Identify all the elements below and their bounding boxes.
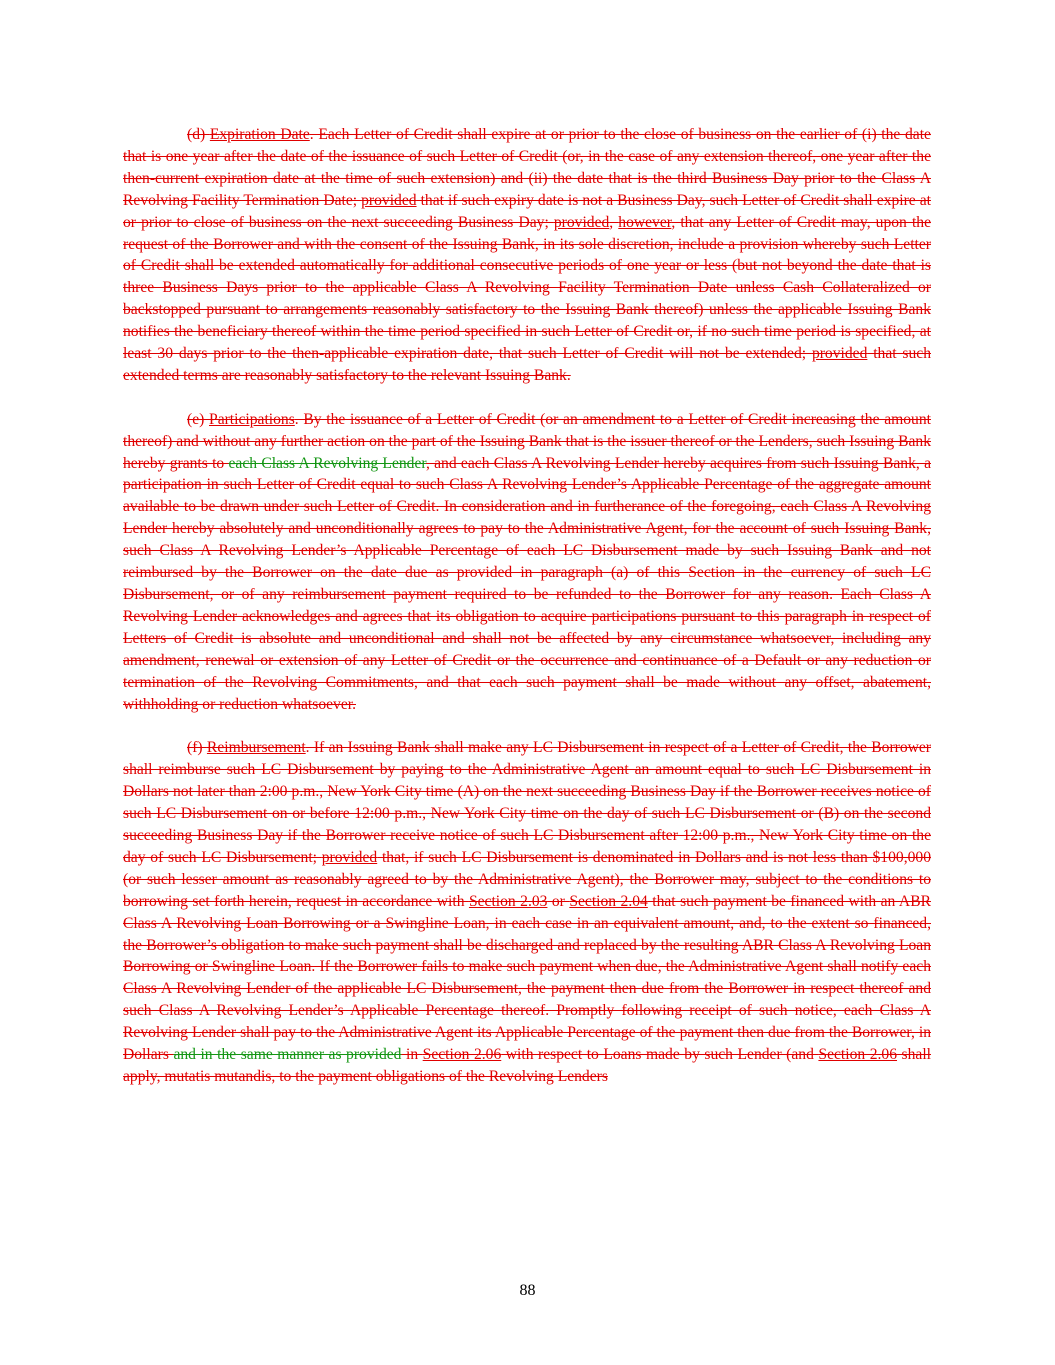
deleted-text: . By the issuance of a Letter of Credit (or an amendment to a Letter of Credit increasing the amount thereof) and without any further action on the part of the Issuing Bank that is the issuer thereof or the Lenders, such Issuing Bank hereby grants to [123, 410, 931, 472]
underlined-deleted-text: Reimbursement [206, 739, 306, 757]
paragraph-d [123, 124, 931, 387]
deleted-text: that if such expiry date is not a Business Day, such Letter of Credit shall expire at or prior to close of business on the next succeeding Business Day; [123, 191, 931, 231]
underlined-deleted-text: provided [321, 848, 378, 866]
underlined-deleted-text: Section 2.06 [818, 1046, 898, 1064]
underlined-deleted-text: Section 2.06 [422, 1046, 502, 1064]
underlined-deleted-text: Section 2.04 [569, 892, 648, 910]
deleted-text: . If an Issuing Bank shall make any LC Disbursement in respect of a Letter of Credit, the Borrower shall reimburse such LC Disbursement by paying to the Administrative Agent an amount equal to such LC Disbursement in Dollars not later than 2:00 p.m., New York City time (A) on the next succeeding Business Day if the Borrower receives notice of such LC Disbursement on or before 12:00 p.m., New York City time on the day of such LC Disbursement or (B) on the second succeeding Business Day if the Borrower receive notice of such LC Disbursement after 12:00 p.m., New York City time on the day of such LC Disbursement; [123, 739, 932, 866]
underlined-deleted-text: however [618, 213, 672, 231]
inserted-text: and in the same manner as provided [173, 1046, 402, 1064]
deleted-text: shall apply, mutatis mutandis, to the payment obligations of the Revolving Lenders [123, 1046, 931, 1085]
deleted-text: , and each Class A Revolving Lender hereby acquires from such Issuing Bank, a participation in such Letter of Credit equal to such Class A Revolving Lender’s Applicable Percentage of the aggregate amount available to be drawn under such Letter of Credit. In consideration and in furtherance of the foregoing, each Class A Revolving Lender hereby absolutely and unconditionally agrees to pay to the Administrative Agent, for the account of such Issuing Bank, such Class A Revolving Lender’s Applicable Percentage of each LC Disbursement made by such Issuing Bank and not reimbursed by the Borrower on the date due as provided in paragraph (a) of this Section in the currency of such LC Disbursement, or of any reimbursement payment required to be refunded to the Borrower for any reason. Each Class A Revolving Lender acknowledges and agrees that its obligation to acquire participations pursuant to this paragraph in respect of Letters of Credit is absolute and unconditional and shall not be affected by any circumstance whatsoever, including any amendment, renewal or extension of any Letter of Credit or the occurrence and continuance of a Default or any reduction or termination of the Revolving Commitments, and that each such payment shall be made without any offset, abatement, withholding or reduction whatsoever. [123, 454, 931, 713]
page-number: 88 [519, 1282, 536, 1299]
deleted-text: , that any Letter of Credit may, upon the request of the Borrower and with the consent of the Issuing Bank, in its sole discretion, include a provision whereby such Letter of Credit shall be extended automatically for additional consecutive periods of one year or less (but not beyond the date that is three Business Days prior to the applicable Class A Revolving Facility Termination Date unless Cash Collateralized or backstopped pursuant to arrangements reasonably satisfactory to the Issuing Bank thereof) unless the applicable Issuing Bank notifies the beneficiary thereof within the time period specified in such Letter of Credit or, if no such time period is specified, at least 30 days prior to the then-applicable expiration date, that such Letter of Credit will not be extended; [123, 213, 931, 363]
inserted-text: each Class A Revolving Lender [228, 454, 426, 472]
deleted-text: that such extended terms are reasonably satisfactory to the relevant Issuing Bank. [123, 345, 931, 384]
paragraph-e [123, 409, 931, 716]
underlined-deleted-text: provided [361, 191, 417, 209]
deleted-text: with respect to Loans made by such Lender (and [501, 1046, 819, 1064]
deleted-text: (d) [187, 126, 210, 143]
deleted-text: or [547, 892, 570, 910]
deleted-text: . Each Letter of Credit shall expire at or prior to the close of business on the earlier of (i) the date that is one year after the date of the issuance of such Letter of Credit (or, in the case of any extension thereof, one year after the then-current expiration date at the time of such extension) and (ii) the date that is the third Business Day prior to the Class A Revolving Facility Termination Date; [123, 126, 931, 209]
deleted-text: that, if such LC Disbursement is denominated in Dollars and is not less than $100,000 (or such lesser amount as reasonably agreed to by the Administrative Agent), the Borrower may, subject to the conditions to borrowing set forth herein, request in accordance with [123, 848, 931, 910]
deleted-text: (e) [187, 410, 210, 428]
underlined-deleted-text: Expiration Date [209, 126, 310, 143]
deleted-text: , [609, 213, 619, 231]
underlined-deleted-text: Participations [209, 410, 295, 428]
deleted-text: (f) [187, 739, 207, 757]
deleted-text: in [401, 1046, 423, 1064]
deleted-text: that such payment be financed with an ABR Class A Revolving Loan Borrowing or a Swingline Loan, in each case in an equivalent amount, and, to the extent so financed, the Borrower’s obligation to make such payment shall be discharged and replaced by the resulting ABR Class A Revolving Loan Borrowing or Swingline Loan. If the Borrower fails to make such payment when due, the Administrative Agent shall notify each Class A Revolving Lender of the applicable LC Disbursement, the payment then due from the Borrower in respect thereof and such Class A Revolving Lender’s Applicable Percentage thereof. Promptly following receipt of such notice, each Class A Revolving Lender shall pay to the Administrative Agent its Applicable Percentage of the payment then due from the Borrower, in Dollars [123, 892, 931, 1064]
paragraph-f [123, 737, 931, 1088]
body-text [123, 124, 931, 1088]
underlined-deleted-text: provided [811, 345, 868, 363]
underlined-deleted-text: Section 2.03 [468, 892, 548, 910]
underlined-deleted-text: provided [553, 213, 610, 231]
